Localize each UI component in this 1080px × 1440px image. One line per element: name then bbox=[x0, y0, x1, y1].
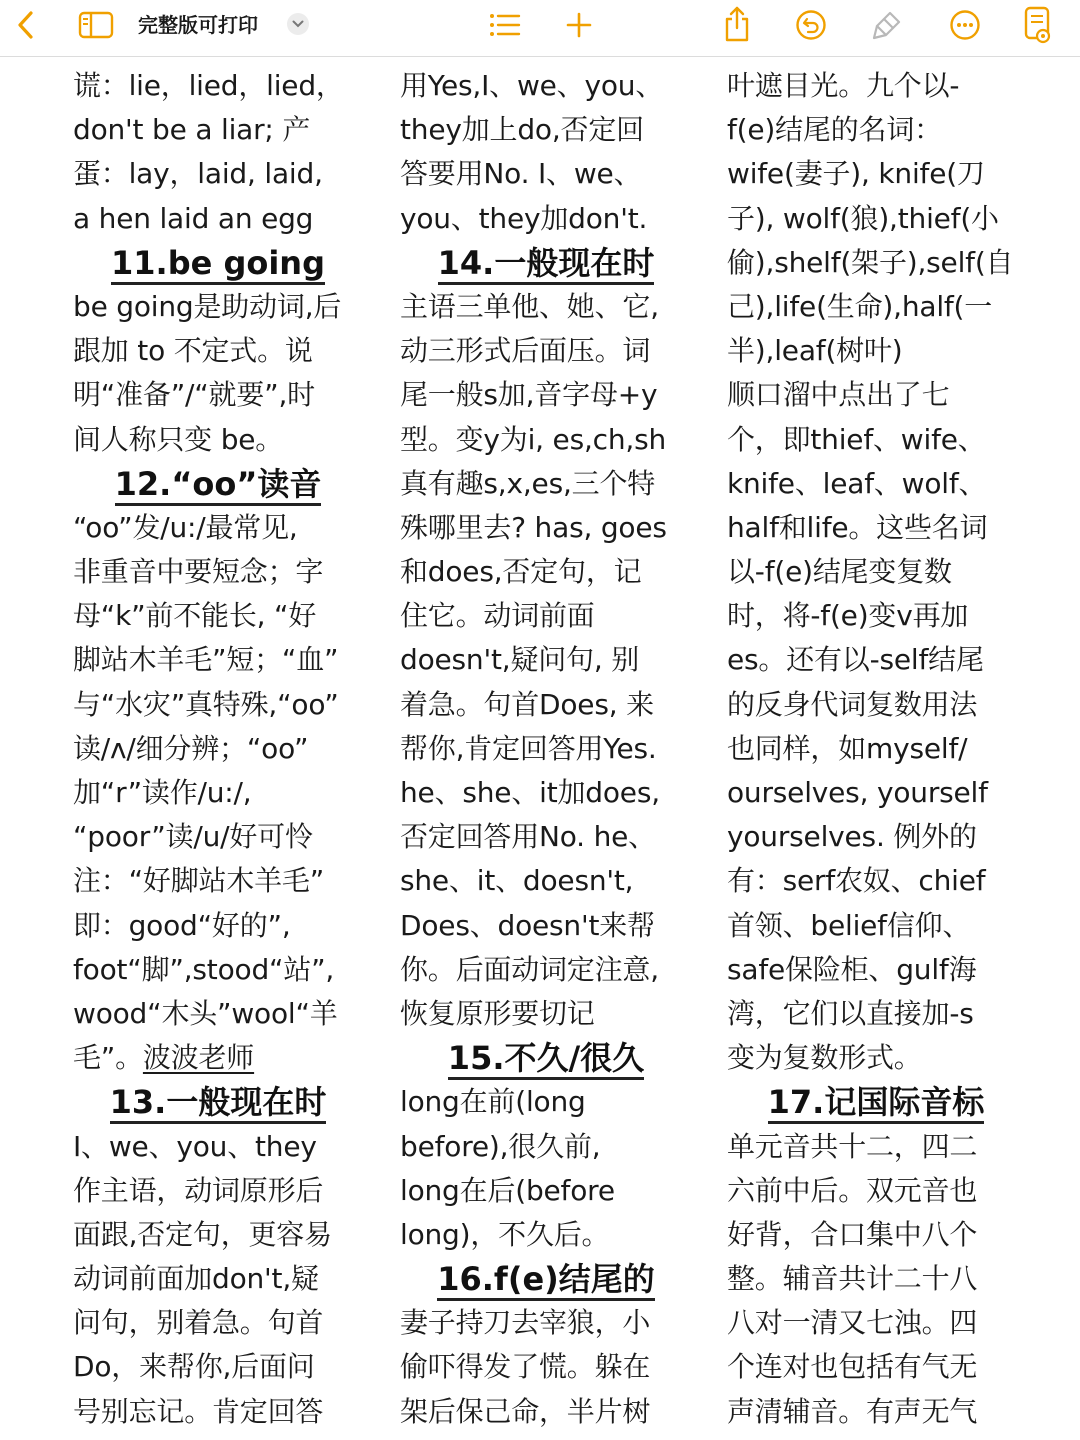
section-heading-17: 17.记国际音标 bbox=[727, 1080, 1025, 1124]
text-line: 首领、belief信仰、 bbox=[727, 908, 971, 942]
text-line: 己),life(生命),half(一 bbox=[727, 289, 993, 323]
text-line: he、she、it加does, bbox=[400, 776, 660, 809]
document-view-icon[interactable] bbox=[1022, 4, 1054, 46]
text-line: 真有趣s,x,es,三个特 bbox=[400, 466, 656, 500]
section-heading-11: 11.be going bbox=[73, 241, 363, 285]
author-link[interactable]: 波波老师 bbox=[142, 1041, 255, 1075]
text-line: 偷),shelf(架子),self(自 bbox=[727, 245, 1014, 279]
text-line: 读/ʌ/细分辨；“oo” bbox=[73, 731, 309, 765]
share-icon[interactable] bbox=[721, 4, 753, 44]
text-line: es。还有以-self结尾 bbox=[727, 643, 984, 677]
text-line: yourselves. 例外的 bbox=[727, 820, 977, 854]
column-2 bbox=[400, 64, 692, 1434]
toolbar bbox=[0, 0, 1080, 57]
text-line: 声清辅音。有声无气 bbox=[727, 1394, 978, 1428]
text-line: 和does,否定句，记 bbox=[400, 555, 642, 589]
text-line: ourselves, yourself bbox=[727, 776, 988, 809]
text-line: a hen laid an egg bbox=[73, 201, 314, 235]
chevron-down-icon[interactable] bbox=[287, 13, 309, 35]
text-line: long在前(long bbox=[400, 1085, 586, 1119]
text-line: 有：serf农奴、chief bbox=[727, 864, 986, 898]
text-line: 时，将-f(e)变v再加 bbox=[727, 599, 969, 633]
list-icon[interactable] bbox=[488, 8, 522, 42]
text-line: 与“水灾”真特殊,“oo” bbox=[73, 687, 339, 721]
section-heading-14: 14.一般现在时 bbox=[400, 241, 692, 285]
text-line: 加“r”读作/u:/, bbox=[73, 776, 252, 809]
text-line: 主语三单他、她、它, bbox=[400, 289, 659, 323]
column-3 bbox=[727, 64, 1025, 1434]
text-line: they加上do,否定回 bbox=[400, 113, 644, 147]
text-line: 跟加 to 不定式。说 bbox=[73, 334, 313, 368]
text-line: 否定回答用No. he、 bbox=[400, 820, 656, 854]
text-line: before),很久前, bbox=[400, 1129, 601, 1163]
text-line: 个连对也包括有气无 bbox=[727, 1350, 978, 1384]
text-line: wife(妻子), knife(刀 bbox=[727, 157, 985, 191]
text-line: 注：“好脚站木羊毛” bbox=[73, 864, 325, 898]
text-line: 殊哪里去? has, goes bbox=[400, 510, 667, 544]
text-line: 非重音中要短念；字 bbox=[73, 555, 324, 589]
text-line: safe保险柜、gulf海 bbox=[727, 952, 977, 986]
text-line: I、we、you、they bbox=[73, 1129, 317, 1163]
text-line: 号别忘记。肯定回答 bbox=[73, 1394, 324, 1428]
text-line: 的反身代词复数用法 bbox=[727, 687, 978, 721]
text-line: 也同样，如myself/ bbox=[727, 731, 968, 765]
text-line: “poor”读/u/好可怜 bbox=[73, 820, 313, 854]
text-line: 帮你,肯定回答用Yes. bbox=[400, 731, 657, 765]
text-line: wood“木头”wool“羊 bbox=[73, 996, 338, 1030]
text-line: 住它。动词前面 bbox=[400, 599, 595, 633]
section-heading-13: 13.一般现在时 bbox=[73, 1080, 363, 1124]
text-line: half和life。这些名词 bbox=[727, 510, 988, 544]
text-line: foot“脚”,stood“站”, bbox=[73, 952, 335, 986]
section-heading-15: 15.不久/很久 bbox=[400, 1036, 692, 1080]
text-fragment: 毛”。 bbox=[73, 1041, 143, 1075]
text-line: 谎：lie，lied，lied， bbox=[73, 69, 344, 102]
column-1 bbox=[73, 64, 363, 1434]
format-brush-icon[interactable] bbox=[870, 8, 904, 42]
text-line: 即：good“好的”, bbox=[73, 908, 291, 942]
sidebar-icon[interactable] bbox=[78, 8, 114, 42]
text-line: 顺口溜中点出了七 bbox=[727, 378, 950, 412]
text-line: be going是助动词,后 bbox=[73, 289, 342, 323]
text-line: she、it、doesn't, bbox=[400, 864, 634, 898]
more-icon[interactable] bbox=[948, 8, 982, 42]
text-line bbox=[73, 1036, 363, 1080]
text-line: 变为复数形式。 bbox=[727, 1041, 922, 1075]
plus-icon[interactable] bbox=[564, 8, 594, 42]
text-line: 湾，它们以直接加-s bbox=[727, 996, 974, 1030]
text-line: 用Yes,I、we、you、 bbox=[400, 69, 664, 102]
text-line: 母“k”前不能长, “好 bbox=[73, 599, 317, 633]
text-line: 架后保己命，半片树 bbox=[400, 1394, 651, 1428]
text-line: “oo”发/u:/最常见, bbox=[73, 510, 298, 544]
text-line: Does、doesn't来帮 bbox=[400, 908, 655, 942]
text-line: 恢复原形要切记 bbox=[400, 996, 595, 1030]
text-line: 八对一清又七浊。四 bbox=[727, 1306, 978, 1340]
undo-icon[interactable] bbox=[794, 8, 828, 42]
text-line: 问句，别着急。句首 bbox=[73, 1306, 324, 1340]
text-line: Do，来帮你,后面问 bbox=[73, 1350, 315, 1384]
text-line: 脚站木羊毛”短；“血” bbox=[73, 643, 339, 677]
text-line: 明“准备”/“就要”,时 bbox=[73, 378, 315, 412]
text-line: 面跟,否定句，更容易 bbox=[73, 1217, 332, 1251]
text-line: 整。辅音共计二十八 bbox=[727, 1262, 978, 1296]
text-line: 子), wolf(狼),thief(小 bbox=[727, 201, 999, 235]
text-line: 尾一般s加,音字母+y bbox=[400, 378, 658, 412]
text-line: 型。变y为i, es,ch,sh bbox=[400, 422, 667, 456]
text-line: f(e)结尾的名词： bbox=[727, 113, 942, 147]
text-line: you、they加don't. bbox=[400, 201, 648, 235]
text-line: 动词前面加don't,疑 bbox=[73, 1262, 319, 1296]
text-line: 偷吓得发了慌。躲在 bbox=[400, 1350, 651, 1384]
text-line: long在后(before bbox=[400, 1173, 615, 1207]
text-line: long)，不久后。 bbox=[400, 1217, 610, 1251]
text-line: 作主语，动词原形后 bbox=[73, 1173, 324, 1207]
section-heading-16: 16.f(e)结尾的 bbox=[400, 1257, 692, 1301]
text-line: 妻子持刀去宰狼，小 bbox=[400, 1306, 651, 1340]
text-line: 个，即thief、wife、 bbox=[727, 422, 986, 456]
text-line: 叶遮目光。九个以- bbox=[727, 69, 960, 102]
text-line: don't be a liar; 产 bbox=[73, 113, 311, 147]
text-line: 六前中后。双元音也 bbox=[727, 1173, 978, 1207]
document-title[interactable]: 完整版可打印 bbox=[138, 13, 258, 37]
text-line: 动三形式后面压。词 bbox=[400, 334, 651, 368]
text-line: 单元音共十二，四二 bbox=[727, 1129, 978, 1163]
text-line: doesn't,疑问句, 别 bbox=[400, 643, 640, 677]
text-line: 蛋：lay，laid, laid, bbox=[73, 157, 323, 191]
text-line: 好背，合口集中八个 bbox=[727, 1217, 978, 1251]
back-chevron-icon[interactable] bbox=[12, 8, 40, 42]
text-line: knife、leaf、wolf、 bbox=[727, 466, 987, 500]
text-line: 答要用No. I、we、 bbox=[400, 157, 642, 191]
text-line: 以-f(e)结尾变复数 bbox=[727, 555, 952, 589]
text-line: 你。后面动词定注意, bbox=[400, 952, 659, 986]
text-line: 着急。句首Does, 来 bbox=[400, 687, 654, 721]
text-line: 间人称只变 be。 bbox=[73, 422, 284, 456]
section-heading-12: 12.“oo”读音 bbox=[73, 462, 363, 506]
text-line: 半),leaf(树叶) bbox=[727, 334, 903, 368]
